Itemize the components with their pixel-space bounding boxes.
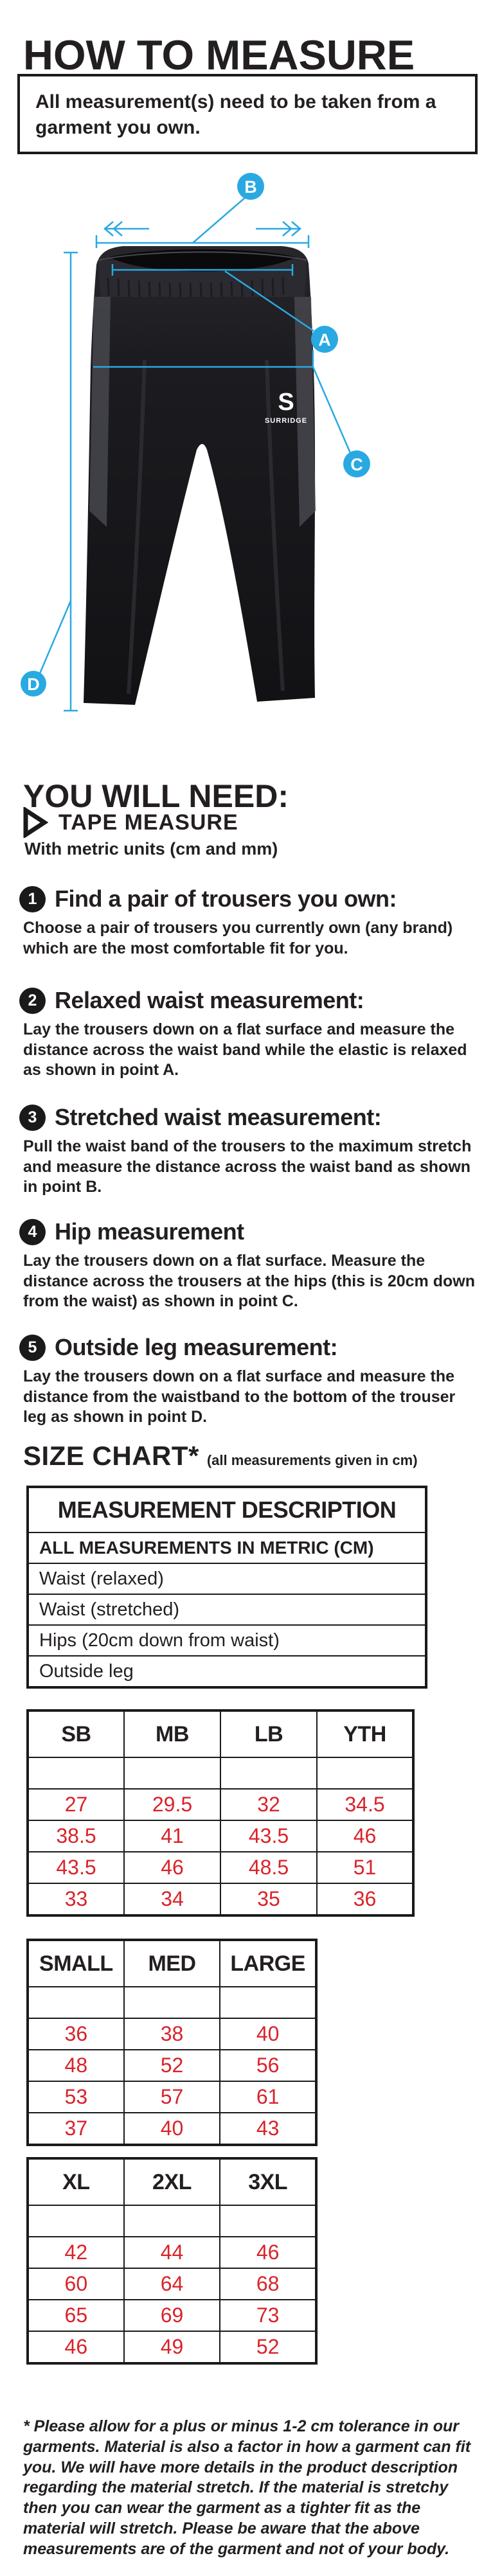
size-value: 64	[124, 2268, 220, 2300]
size-table-empty-row	[28, 1757, 413, 1789]
size-value: 41	[124, 1820, 220, 1852]
measurement-row	[28, 1625, 426, 1656]
size-col-header: LARGE	[220, 1940, 316, 1987]
tape-measure-label: TAPE MEASURE	[58, 810, 238, 835]
step-5-description: Lay the trousers down on a flat surface and measure the distance from the waistband to the bottom of the trouser leg as shown in point D.	[23, 1367, 456, 1426]
size-table-value-row	[28, 2268, 316, 2300]
size-col-header: XL	[28, 2158, 124, 2205]
step-2-description: Lay the trousers down on a flat surface and measure the distance across the waist band while the elastic is relaxed as shown in point A.	[23, 1020, 467, 1079]
size-value: 42	[28, 2237, 124, 2268]
size-table-adult	[26, 1939, 318, 2146]
size-value: 46	[317, 1820, 413, 1852]
empty-cell	[124, 1757, 220, 1789]
logo-initial: S	[278, 389, 294, 416]
step-1-title: Find a pair of trousers you own:	[55, 885, 397, 912]
step-2-number-badge: 2	[19, 988, 46, 1014]
size-col-header: MED	[124, 1940, 220, 1987]
step-3-number-badge: 3	[19, 1105, 46, 1131]
step-2-head	[19, 987, 477, 1014]
triangle-bullet-icon	[22, 807, 48, 838]
size-table-header-row	[28, 1710, 413, 1757]
size-table-value-row	[28, 2113, 316, 2145]
size-value: 35	[220, 1883, 317, 1915]
empty-cell	[220, 1987, 316, 2018]
step-3	[19, 1104, 477, 1198]
size-table-empty-row	[28, 1987, 316, 2018]
size-value: 48.5	[220, 1852, 317, 1883]
size-table-value-row	[28, 2331, 316, 2363]
size-value: 46	[124, 1852, 220, 1883]
size-value: 69	[124, 2300, 220, 2331]
size-table-value-row	[28, 1852, 413, 1883]
step-5-head	[19, 1334, 477, 1361]
measurement-table-body	[28, 1563, 426, 1687]
measurement-table-header-row	[28, 1487, 426, 1532]
size-col-header: SMALL	[28, 1940, 124, 1987]
step-4-title: Hip measurement	[55, 1218, 244, 1245]
notice-text: All measurement(s) need to be taken from a garment you own.	[35, 91, 436, 138]
measurement-table-subheader-row	[28, 1532, 426, 1563]
size-value: 51	[317, 1852, 413, 1883]
size-table-value-row	[28, 2300, 316, 2331]
size-table-value-row	[28, 1789, 413, 1820]
size-value: 38	[124, 2018, 220, 2050]
size-value: 49	[124, 2331, 220, 2363]
size-value: 38.5	[28, 1820, 124, 1852]
size-value: 60	[28, 2268, 124, 2300]
point-d-label: D	[27, 675, 40, 694]
size-value: 43.5	[28, 1852, 124, 1883]
point-d-leader-line	[40, 601, 71, 673]
step-1-number-badge: 1	[19, 886, 46, 912]
point-b-label: B	[244, 177, 257, 197]
step-3-head	[19, 1104, 477, 1131]
empty-cell	[220, 2205, 316, 2237]
trousers-diagram	[0, 167, 493, 733]
measurement-row-label: Waist (relaxed)	[28, 1563, 426, 1594]
size-value: 43	[220, 2113, 316, 2145]
tolerance-disclaimer: * Please allow for a plus or minus 1-2 cm tolerance in our garments. Material is also a factor in how a garment can fit you. We will have more details in the product description regarding the material stretch. If the material is stretchy then you can wear the garment as a tighter fit as the material will stretch. Please be aware that the above measurements are of the garment and not of your body.	[23, 2417, 471, 2558]
size-value: 52	[124, 2050, 220, 2081]
size-value: 33	[28, 1883, 124, 1915]
you-will-need-heading: YOU WILL NEED:	[23, 777, 289, 814]
size-value: 61	[220, 2081, 316, 2113]
step-1	[19, 885, 477, 959]
step-1-description: Choose a pair of trousers you currently own (any brand) which are the most comfortable fit for you.	[23, 919, 453, 957]
size-table-junior	[26, 1709, 415, 1917]
size-value: 52	[220, 2331, 316, 2363]
measurement-row-label: Waist (stretched)	[28, 1594, 426, 1625]
size-value: 73	[220, 2300, 316, 2331]
size-value: 32	[220, 1789, 317, 1820]
size-value: 29.5	[124, 1789, 220, 1820]
size-value: 57	[124, 2081, 220, 2113]
size-table-empty-row	[28, 2205, 316, 2237]
size-value: 46	[28, 2331, 124, 2363]
step-1-head	[19, 885, 477, 912]
point-a-label: A	[318, 330, 331, 350]
measurement-row	[28, 1656, 426, 1687]
size-value: 53	[28, 2081, 124, 2113]
size-value: 34.5	[317, 1789, 413, 1820]
empty-cell	[124, 1987, 220, 2018]
size-value: 40	[124, 2113, 220, 2145]
step-4-number-badge: 4	[19, 1219, 46, 1245]
empty-cell	[28, 1987, 124, 2018]
size-table-value-row	[28, 2050, 316, 2081]
measurement-row	[28, 1563, 426, 1594]
size-value: 36	[28, 2018, 124, 2050]
size-table-value-row	[28, 2081, 316, 2113]
step-4-description: Lay the trousers down on a flat surface. Measure the distance across the trousers at the hips (this is 20cm down from the waist) as shown in point C.	[23, 1252, 475, 1310]
size-chart-heading	[23, 1441, 418, 1471]
step-4-head	[19, 1218, 477, 1245]
size-col-header: YTH	[317, 1710, 413, 1757]
empty-cell	[28, 1757, 124, 1789]
tape-measure-note: With metric units (cm and mm)	[24, 839, 278, 858]
trousers-illustration	[84, 246, 316, 705]
size-value: 43.5	[220, 1820, 317, 1852]
size-value: 34	[124, 1883, 220, 1915]
size-value: 48	[28, 2050, 124, 2081]
size-value: 65	[28, 2300, 124, 2331]
step-2	[19, 987, 477, 1081]
size-col-header: LB	[220, 1710, 317, 1757]
size-table-xl	[26, 2157, 318, 2365]
size-value: 56	[220, 2050, 316, 2081]
measurement-row	[28, 1594, 426, 1625]
size-value: 46	[220, 2237, 316, 2268]
page-title: HOW TO MEASURE	[23, 31, 415, 78]
empty-cell	[28, 2205, 124, 2237]
size-col-header: MB	[124, 1710, 220, 1757]
size-table-value-row	[28, 1820, 413, 1852]
step-5-number-badge: 5	[19, 1335, 46, 1361]
tape-measure-item	[22, 807, 238, 838]
size-value: 36	[317, 1883, 413, 1915]
step-4	[19, 1218, 477, 1312]
size-table-header-row	[28, 2158, 316, 2205]
size-value: 37	[28, 2113, 124, 2145]
size-value: 68	[220, 2268, 316, 2300]
size-table-value-row	[28, 2237, 316, 2268]
size-chart-title: SIZE CHART*	[23, 1441, 199, 1471]
step-2-title: Relaxed waist measurement:	[55, 987, 364, 1013]
point-c-leader-line	[313, 367, 350, 453]
point-c-label: C	[350, 455, 363, 474]
measurement-table-header: MEASUREMENT DESCRIPTION	[28, 1487, 426, 1532]
measurement-row-label: Hips (20cm down from waist)	[28, 1625, 426, 1656]
step-3-title: Stretched waist measurement:	[55, 1104, 382, 1130]
empty-cell	[317, 1757, 413, 1789]
size-table-header-row	[28, 1940, 316, 1987]
size-col-header: SB	[28, 1710, 124, 1757]
measurement-description-table	[26, 1486, 427, 1689]
notice-box	[17, 74, 478, 154]
step-3-description: Pull the waist band of the trousers to the maximum stretch and measure the distance across the waist band as shown in point B.	[23, 1137, 472, 1196]
size-col-header: 2XL	[124, 2158, 220, 2205]
logo-text: SURRIDGE	[264, 417, 308, 425]
empty-cell	[220, 1757, 317, 1789]
size-table-value-row	[28, 2018, 316, 2050]
size-col-header: 3XL	[220, 2158, 316, 2205]
size-value: 40	[220, 2018, 316, 2050]
measurement-row-label: Outside leg	[28, 1656, 426, 1687]
step-5-title: Outside leg measurement:	[55, 1334, 338, 1360]
size-chart-subtitle: (all measurements given in cm)	[206, 1452, 418, 1468]
size-value: 44	[124, 2237, 220, 2268]
size-table-value-row	[28, 1883, 413, 1915]
point-b-leader-line	[193, 197, 246, 243]
measurement-table-subheader: ALL MEASUREMENTS IN METRIC (CM)	[28, 1532, 426, 1563]
empty-cell	[124, 2205, 220, 2237]
step-5	[19, 1334, 477, 1428]
size-value: 27	[28, 1789, 124, 1820]
